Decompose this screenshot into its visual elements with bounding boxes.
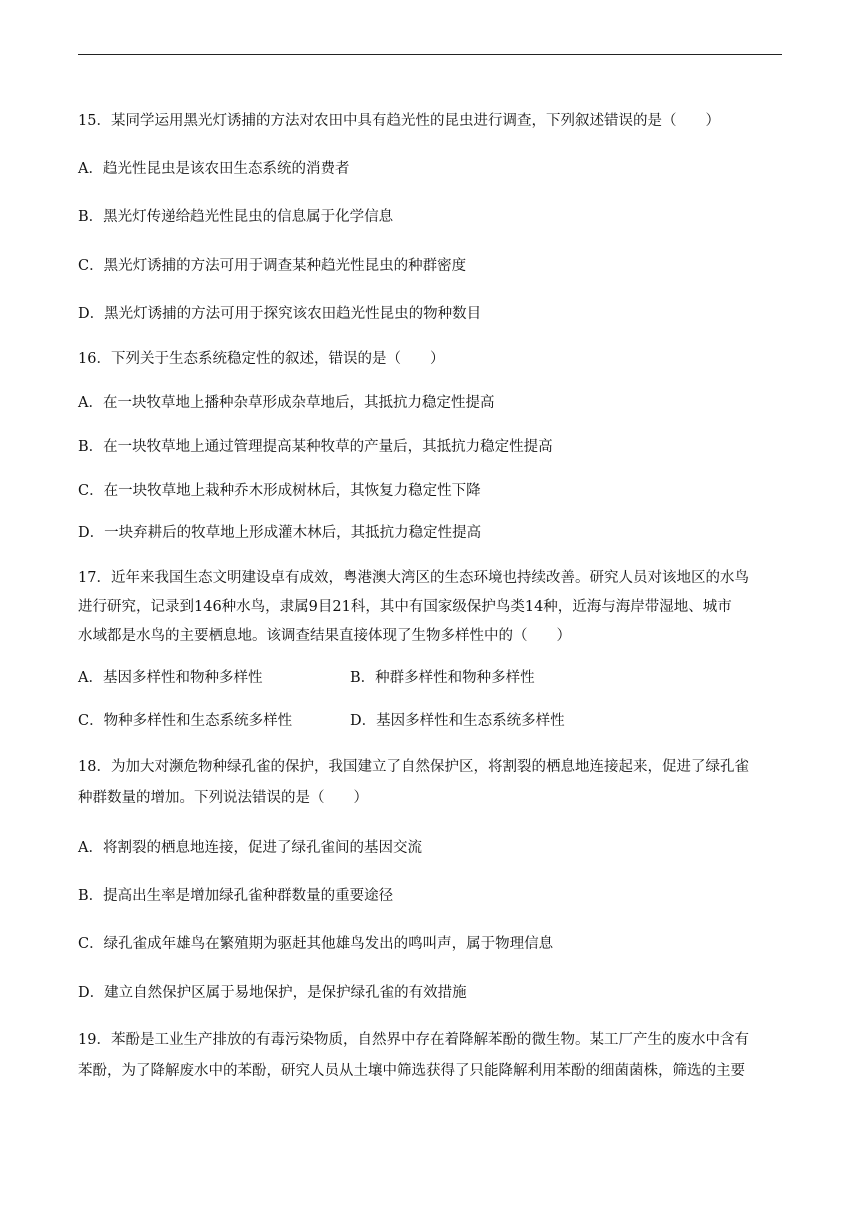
q17-stem-line-2: 进行研究，记录到146种水鸟，隶属9目21科，其中有国家级保护鸟类14种，近海与海岸带湿地、城市 [78, 599, 732, 615]
q18-option-b: B．提高出生率是增加绿孔雀种群数量的重要途径 [78, 888, 394, 904]
q18-stem-line-2: 种群数量的增加。下列说法错误的是（ ） [78, 790, 368, 806]
header-rule [78, 54, 782, 55]
q15-option-c: C．黑光灯诱捕的方法可用于调查某种趋光性昆虫的种群密度 [78, 258, 467, 274]
q15-option-b: B．黑光灯传递给趋光性昆虫的信息属于化学信息 [78, 209, 394, 225]
q15-option-a: A．趋光性昆虫是该农田生态系统的消费者 [78, 161, 350, 177]
q17-option-b: B．种群多样性和物种多样性 [350, 670, 535, 686]
q18-option-a: A．将割裂的栖息地连接，促进了绿孔雀间的基因交流 [78, 840, 422, 856]
q17-option-d: D．基因多样性和生态系统多样性 [350, 713, 565, 729]
q17-option-c: C．物种多样性和生态系统多样性 [78, 713, 293, 729]
q16-option-d: D．一块弃耕后的牧草地上形成灌木林后，其抵抗力稳定性提高 [78, 525, 482, 541]
q17-option-a: A．基因多样性和物种多样性 [78, 670, 263, 686]
q16-option-a: A．在一块牧草地上播种杂草形成杂草地后，其抵抗力稳定性提高 [78, 395, 495, 411]
q17-stem-line-1: 17．近年来我国生态文明建设卓有成效，粤港澳大湾区的生态环境也持续改善。研究人员对该地区的水鸟 [78, 570, 749, 586]
q19-stem-line-1: 19．苯酚是工业生产排放的有毒污染物质，自然界中存在着降解苯酚的微生物。某工厂产生的废水中含有 [78, 1032, 749, 1048]
q18-option-c: C．绿孔雀成年雄鸟在繁殖期为驱赶其他雄鸟发出的鸣叫声，属于物理信息 [78, 936, 554, 952]
q15-option-d: D．黑光灯诱捕的方法可用于探究该农田趋光性昆虫的物种数目 [78, 306, 482, 322]
q15-stem: 15．某同学运用黑光灯诱捕的方法对农田中具有趋光性的昆虫进行调查，下列叙述错误的是（ ） [78, 113, 720, 129]
q18-stem-line-1: 18．为加大对濒危物种绿孔雀的保护，我国建立了自然保护区，将割裂的栖息地连接起来，促进了绿孔雀 [78, 759, 749, 775]
q17-stem-line-3: 水域都是水鸟的主要栖息地。该调查结果直接体现了生物多样性中的（ ） [78, 628, 571, 644]
q16-stem: 16．下列关于生态系统稳定性的叙述，错误的是（ ） [78, 351, 445, 367]
q18-option-d: D．建立自然保护区属于易地保护，是保护绿孔雀的有效措施 [78, 985, 467, 1001]
q16-option-c: C．在一块牧草地上栽种乔木形成树林后，其恢复力稳定性下降 [78, 483, 481, 499]
q19-stem-line-2: 苯酚，为了降解废水中的苯酚，研究人员从土壤中筛选获得了只能降解利用苯酚的细菌菌株，筛选的主要 [78, 1063, 745, 1079]
q16-option-b: B．在一块牧草地上通过管理提高某种牧草的产量后，其抵抗力稳定性提高 [78, 439, 553, 455]
